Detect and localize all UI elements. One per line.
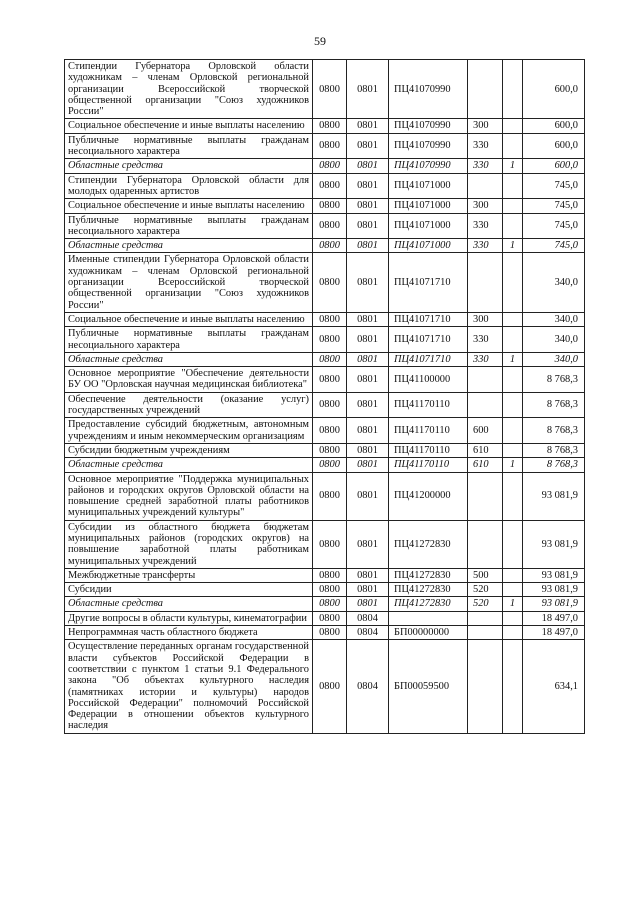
table-row bbox=[65, 173, 585, 199]
amount-value: 340,0 bbox=[523, 253, 585, 312]
amount-value: 8 768,3 bbox=[523, 443, 585, 457]
funding-source-code bbox=[503, 119, 523, 133]
funding-source-code bbox=[503, 583, 523, 597]
amount-value: 340,0 bbox=[523, 312, 585, 326]
row-name: Социальное обеспечение и иные выплаты населению bbox=[65, 119, 313, 133]
funding-source-code bbox=[503, 253, 523, 312]
article-code: ПЦ41100000 bbox=[389, 367, 468, 393]
amount-value: 600,0 bbox=[523, 119, 585, 133]
row-name: Основное мероприятие "Поддержка муниципальных районов и городских округов Орловской области на повышение средней заработной платы работников муниципальных учреждений культуры" bbox=[65, 472, 313, 520]
table-row bbox=[65, 472, 585, 520]
section-code: 0800 bbox=[313, 133, 347, 159]
section-code: 0800 bbox=[313, 583, 347, 597]
expense-type-code: 300 bbox=[468, 119, 503, 133]
expense-type-code: 600 bbox=[468, 418, 503, 444]
table-row bbox=[65, 520, 585, 568]
table-row bbox=[65, 640, 585, 733]
subsection-code: 0801 bbox=[347, 213, 389, 239]
article-code: ПЦ41071000 bbox=[389, 239, 468, 253]
funding-source-code bbox=[503, 418, 523, 444]
section-code: 0800 bbox=[313, 352, 347, 366]
funding-source-code: 1 bbox=[503, 597, 523, 611]
section-code: 0800 bbox=[313, 367, 347, 393]
funding-source-code bbox=[503, 611, 523, 625]
amount-value: 600,0 bbox=[523, 133, 585, 159]
article-code: ПЦ41272830 bbox=[389, 520, 468, 568]
amount-value: 340,0 bbox=[523, 352, 585, 366]
row-name: Публичные нормативные выплаты гражданам несоциального характера bbox=[65, 213, 313, 239]
article-code: ПЦ41071710 bbox=[389, 312, 468, 326]
subsection-code: 0804 bbox=[347, 611, 389, 625]
row-name: Основное мероприятие "Обеспечение деятельности БУ ОО "Орловская научная медицинская библиотека" bbox=[65, 367, 313, 393]
subsection-code: 0801 bbox=[347, 253, 389, 312]
funding-source-code bbox=[503, 568, 523, 582]
section-code: 0800 bbox=[313, 418, 347, 444]
article-code bbox=[389, 611, 468, 625]
expense-type-code bbox=[468, 173, 503, 199]
table-row bbox=[65, 583, 585, 597]
table-row bbox=[65, 239, 585, 253]
row-name: Областные средства bbox=[65, 239, 313, 253]
amount-value: 745,0 bbox=[523, 213, 585, 239]
amount-value: 745,0 bbox=[523, 199, 585, 213]
article-code: ПЦ41070990 bbox=[389, 119, 468, 133]
funding-source-code bbox=[503, 199, 523, 213]
table-row bbox=[65, 458, 585, 472]
table-row bbox=[65, 352, 585, 366]
article-code: ПЦ41170110 bbox=[389, 392, 468, 418]
expense-type-code: 520 bbox=[468, 583, 503, 597]
table-row bbox=[65, 60, 585, 119]
article-code: ПЦ41170110 bbox=[389, 443, 468, 457]
article-code: ПЦ41071000 bbox=[389, 199, 468, 213]
amount-value: 8 768,3 bbox=[523, 458, 585, 472]
expense-type-code: 610 bbox=[468, 443, 503, 457]
subsection-code: 0801 bbox=[347, 583, 389, 597]
section-code: 0800 bbox=[313, 611, 347, 625]
table-row bbox=[65, 392, 585, 418]
table-row bbox=[65, 367, 585, 393]
amount-value: 745,0 bbox=[523, 173, 585, 199]
section-code: 0800 bbox=[313, 253, 347, 312]
section-code: 0800 bbox=[313, 520, 347, 568]
funding-source-code bbox=[503, 626, 523, 640]
table-row bbox=[65, 568, 585, 582]
section-code: 0800 bbox=[313, 568, 347, 582]
section-code: 0800 bbox=[313, 60, 347, 119]
section-code: 0800 bbox=[313, 159, 347, 173]
row-name: Субсидии бюджетным учреждениям bbox=[65, 443, 313, 457]
subsection-code: 0804 bbox=[347, 640, 389, 733]
expense-type-code: 330 bbox=[468, 159, 503, 173]
amount-value: 18 497,0 bbox=[523, 611, 585, 625]
amount-value: 8 768,3 bbox=[523, 367, 585, 393]
subsection-code: 0801 bbox=[347, 568, 389, 582]
section-code: 0800 bbox=[313, 458, 347, 472]
table-row bbox=[65, 159, 585, 173]
expense-type-code bbox=[468, 611, 503, 625]
subsection-code: 0801 bbox=[347, 312, 389, 326]
section-code: 0800 bbox=[313, 443, 347, 457]
table-row bbox=[65, 611, 585, 625]
expense-type-code: 610 bbox=[468, 458, 503, 472]
article-code: ПЦ41170110 bbox=[389, 418, 468, 444]
page-number: 59 bbox=[314, 34, 326, 48]
expense-type-code: 520 bbox=[468, 597, 503, 611]
row-name: Именные стипендии Губернатора Орловской области художникам – членам Орловской региональной организации Всероссийской творческой общественной организации "Союз художников России" bbox=[65, 253, 313, 312]
subsection-code: 0801 bbox=[347, 352, 389, 366]
subsection-code: 0801 bbox=[347, 367, 389, 393]
subsection-code: 0801 bbox=[347, 133, 389, 159]
subsection-code: 0801 bbox=[347, 520, 389, 568]
funding-source-code bbox=[503, 392, 523, 418]
article-code: ПЦ41070990 bbox=[389, 133, 468, 159]
funding-source-code bbox=[503, 472, 523, 520]
row-name: Другие вопросы в области культуры, кинематографии bbox=[65, 611, 313, 625]
article-code: ПЦ41071000 bbox=[389, 213, 468, 239]
article-code: ПЦ41272830 bbox=[389, 568, 468, 582]
table-row bbox=[65, 327, 585, 353]
row-name: Областные средства bbox=[65, 159, 313, 173]
subsection-code: 0801 bbox=[347, 173, 389, 199]
subsection-code: 0801 bbox=[347, 60, 389, 119]
article-code: ПЦ41272830 bbox=[389, 597, 468, 611]
row-name: Стипендии Губернатора Орловской области художникам – членам Орловской региональной организации Всероссийской творческой общественной организации "Союз художников России" bbox=[65, 60, 313, 119]
funding-source-code bbox=[503, 520, 523, 568]
section-code: 0800 bbox=[313, 119, 347, 133]
article-code: ПЦ41071710 bbox=[389, 253, 468, 312]
section-code: 0800 bbox=[313, 327, 347, 353]
row-name: Социальное обеспечение и иные выплаты населению bbox=[65, 199, 313, 213]
subsection-code: 0801 bbox=[347, 239, 389, 253]
article-code: ПЦ41071710 bbox=[389, 352, 468, 366]
funding-source-code: 1 bbox=[503, 159, 523, 173]
table-row bbox=[65, 213, 585, 239]
section-code: 0800 bbox=[313, 312, 347, 326]
section-code: 0800 bbox=[313, 640, 347, 733]
budget-table bbox=[64, 59, 585, 734]
row-name: Социальное обеспечение и иные выплаты населению bbox=[65, 312, 313, 326]
article-code: ПЦ41272830 bbox=[389, 583, 468, 597]
row-name: Субсидии из областного бюджета бюджетам муниципальных районов (городских округов) на повышение заработной платы работникам муниципальных учреждений bbox=[65, 520, 313, 568]
funding-source-code bbox=[503, 443, 523, 457]
article-code: ПЦ41071000 bbox=[389, 173, 468, 199]
amount-value: 745,0 bbox=[523, 239, 585, 253]
row-name: Непрограммная часть областного бюджета bbox=[65, 626, 313, 640]
funding-source-code bbox=[503, 640, 523, 733]
section-code: 0800 bbox=[313, 392, 347, 418]
table-row bbox=[65, 418, 585, 444]
table-row bbox=[65, 119, 585, 133]
amount-value: 18 497,0 bbox=[523, 626, 585, 640]
amount-value: 8 768,3 bbox=[523, 418, 585, 444]
expense-type-code bbox=[468, 60, 503, 119]
subsection-code: 0801 bbox=[347, 159, 389, 173]
funding-source-code bbox=[503, 327, 523, 353]
subsection-code: 0801 bbox=[347, 418, 389, 444]
subsection-code: 0801 bbox=[347, 458, 389, 472]
row-name: Межбюджетные трансферты bbox=[65, 568, 313, 582]
row-name: Субсидии bbox=[65, 583, 313, 597]
table-row bbox=[65, 312, 585, 326]
subsection-code: 0801 bbox=[347, 443, 389, 457]
section-code: 0800 bbox=[313, 626, 347, 640]
expense-type-code: 300 bbox=[468, 199, 503, 213]
expense-type-code: 300 bbox=[468, 312, 503, 326]
funding-source-code bbox=[503, 312, 523, 326]
article-code: БП00059500 bbox=[389, 640, 468, 733]
article-code: ПЦ41200000 bbox=[389, 472, 468, 520]
expense-type-code bbox=[468, 253, 503, 312]
row-name: Стипендии Губернатора Орловской области для молодых одаренных артистов bbox=[65, 173, 313, 199]
row-name: Областные средства bbox=[65, 352, 313, 366]
amount-value: 8 768,3 bbox=[523, 392, 585, 418]
article-code: ПЦ41170110 bbox=[389, 458, 468, 472]
amount-value: 340,0 bbox=[523, 327, 585, 353]
table-row bbox=[65, 443, 585, 457]
expense-type-code bbox=[468, 640, 503, 733]
funding-source-code bbox=[503, 60, 523, 119]
section-code: 0800 bbox=[313, 173, 347, 199]
amount-value: 93 081,9 bbox=[523, 597, 585, 611]
amount-value: 600,0 bbox=[523, 159, 585, 173]
funding-source-code: 1 bbox=[503, 239, 523, 253]
row-name: Областные средства bbox=[65, 458, 313, 472]
section-code: 0800 bbox=[313, 213, 347, 239]
article-code: ПЦ41071710 bbox=[389, 327, 468, 353]
expense-type-code: 330 bbox=[468, 352, 503, 366]
table-row bbox=[65, 133, 585, 159]
expense-type-code: 500 bbox=[468, 568, 503, 582]
funding-source-code bbox=[503, 213, 523, 239]
subsection-code: 0801 bbox=[347, 119, 389, 133]
section-code: 0800 bbox=[313, 199, 347, 213]
amount-value: 93 081,9 bbox=[523, 520, 585, 568]
row-name: Публичные нормативные выплаты гражданам несоциального характера bbox=[65, 327, 313, 353]
expense-type-code bbox=[468, 520, 503, 568]
budget-table-body bbox=[65, 60, 585, 734]
amount-value: 634,1 bbox=[523, 640, 585, 733]
row-name: Предоставление субсидий бюджетным, автономным учреждениям и иным некоммерческим организациям bbox=[65, 418, 313, 444]
article-code: БП00000000 bbox=[389, 626, 468, 640]
subsection-code: 0804 bbox=[347, 626, 389, 640]
table-row bbox=[65, 626, 585, 640]
row-name: Областные средства bbox=[65, 597, 313, 611]
funding-source-code bbox=[503, 133, 523, 159]
funding-source-code: 1 bbox=[503, 458, 523, 472]
row-name: Обеспечение деятельности (оказание услуг) государственных учреждений bbox=[65, 392, 313, 418]
expense-type-code bbox=[468, 626, 503, 640]
funding-source-code bbox=[503, 367, 523, 393]
subsection-code: 0801 bbox=[347, 199, 389, 213]
subsection-code: 0801 bbox=[347, 472, 389, 520]
row-name: Осуществление переданных органам государственной власти субъектов Российской Федерации в соответствии с пунктом 1 статьи 9.1 Федерального закона "Об объектах культурного наследия (памятниках истории и культуры) народов Российской Федерации" полномочий Российской Федерации в отношении объектов культурного наследия bbox=[65, 640, 313, 733]
expense-type-code bbox=[468, 472, 503, 520]
funding-source-code bbox=[503, 173, 523, 199]
table-row bbox=[65, 253, 585, 312]
subsection-code: 0801 bbox=[347, 327, 389, 353]
expense-type-code: 330 bbox=[468, 133, 503, 159]
row-name: Публичные нормативные выплаты гражданам несоциального характера bbox=[65, 133, 313, 159]
amount-value: 93 081,9 bbox=[523, 472, 585, 520]
subsection-code: 0801 bbox=[347, 392, 389, 418]
expense-type-code: 330 bbox=[468, 327, 503, 353]
section-code: 0800 bbox=[313, 597, 347, 611]
expense-type-code bbox=[468, 392, 503, 418]
expense-type-code: 330 bbox=[468, 239, 503, 253]
expense-type-code: 330 bbox=[468, 213, 503, 239]
table-row bbox=[65, 199, 585, 213]
section-code: 0800 bbox=[313, 472, 347, 520]
subsection-code: 0801 bbox=[347, 597, 389, 611]
article-code: ПЦ41070990 bbox=[389, 159, 468, 173]
funding-source-code: 1 bbox=[503, 352, 523, 366]
table-row bbox=[65, 597, 585, 611]
section-code: 0800 bbox=[313, 239, 347, 253]
amount-value: 600,0 bbox=[523, 60, 585, 119]
amount-value: 93 081,9 bbox=[523, 583, 585, 597]
expense-type-code bbox=[468, 367, 503, 393]
amount-value: 93 081,9 bbox=[523, 568, 585, 582]
article-code: ПЦ41070990 bbox=[389, 60, 468, 119]
